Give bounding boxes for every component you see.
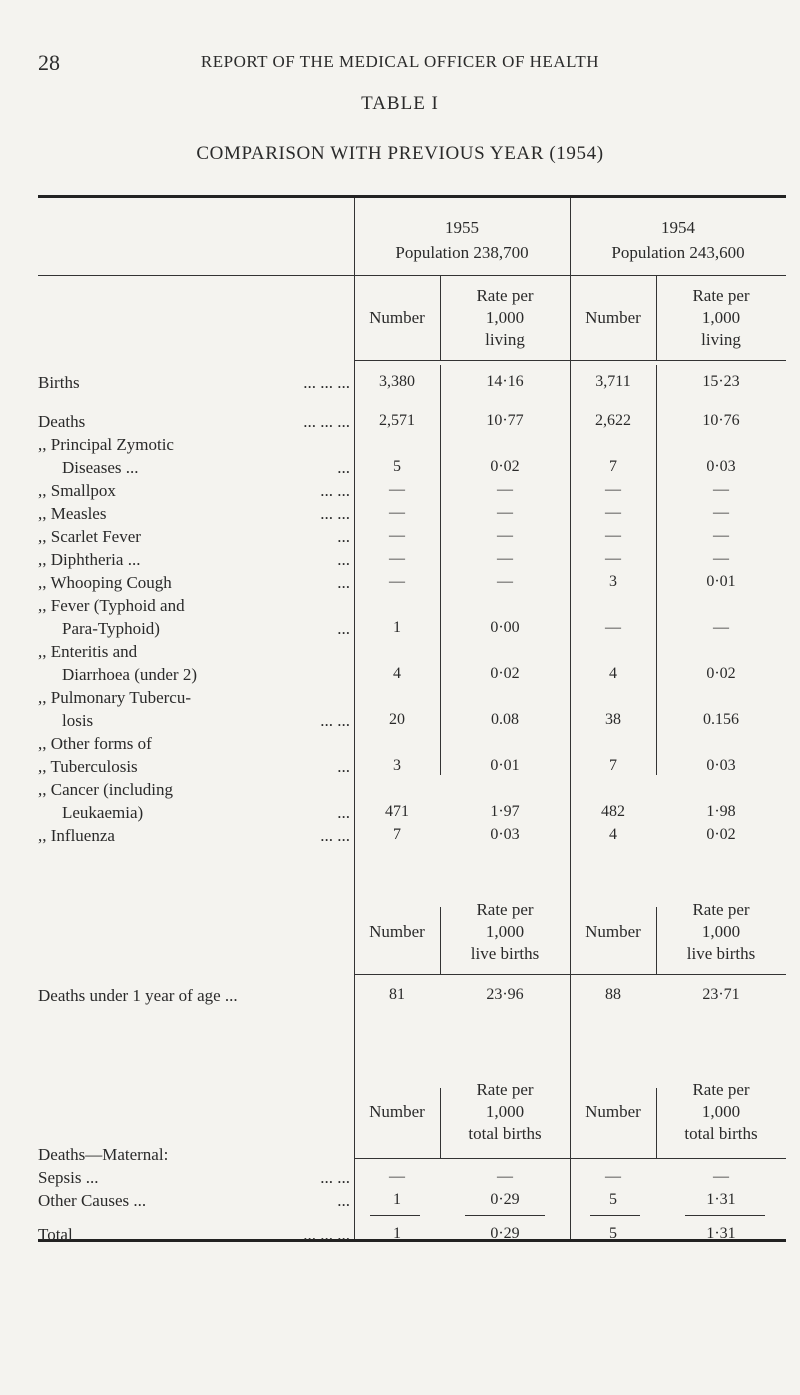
row-label: Deaths under 1 year of age ... — [38, 986, 238, 1005]
subtotal-rule — [685, 1215, 765, 1216]
col-rate-line: Rate per — [692, 286, 750, 305]
year: 1955 — [445, 218, 479, 237]
table-subtitle: COMPARISON WITH PREVIOUS YEAR (1954) — [196, 143, 604, 164]
leader-dots: ... — [337, 1191, 350, 1210]
maternal-heading: Deaths—Maternal: — [38, 1145, 169, 1164]
subtotal-rule — [465, 1215, 545, 1216]
row-label: Total — [38, 1225, 73, 1244]
leader-dots: ... ... — [320, 826, 350, 845]
cell: — — [497, 573, 513, 590]
col-number: Number — [585, 1102, 641, 1121]
leader-dots: ... — [337, 458, 350, 477]
cell: 1 — [393, 1225, 401, 1242]
cell: 1 — [393, 619, 401, 636]
cell: — — [713, 527, 729, 544]
leader-dots: ... ... — [320, 481, 350, 500]
cell: — — [605, 504, 621, 521]
cell: 0·00 — [490, 619, 520, 636]
col-rate-line: 1,000 — [701, 922, 741, 941]
cell: 3 — [393, 757, 401, 774]
year: 1954 — [661, 218, 695, 237]
col-header-rule — [354, 974, 786, 975]
cell: — — [605, 1168, 621, 1185]
cell: 7 — [393, 826, 401, 843]
cell: 1 — [393, 1191, 401, 1208]
cell: 10·77 — [486, 412, 524, 429]
cell: — — [497, 504, 513, 521]
cell: 10·76 — [702, 412, 740, 429]
cell: 0.08 — [491, 711, 519, 728]
cell: 0·02 — [706, 826, 736, 843]
leader-dots: ... — [337, 527, 350, 546]
cell: 2,622 — [595, 412, 631, 429]
cell: — — [605, 550, 621, 567]
subtotal-rule — [590, 1215, 640, 1216]
cell: 1·31 — [706, 1191, 736, 1208]
col-rate — [440, 1079, 570, 1145]
row-label: ,, Other forms of — [38, 734, 152, 753]
row-label: Diseases ... — [62, 458, 139, 477]
cell: 1·31 — [706, 1225, 736, 1242]
cell: 3,380 — [379, 373, 415, 390]
cell: — — [713, 619, 729, 636]
top-rule — [38, 195, 786, 198]
col-number: Number — [369, 922, 425, 941]
leader-dots: ... — [337, 757, 350, 776]
col-header-rule — [354, 1158, 786, 1159]
row-label: Deaths — [38, 412, 86, 431]
row-label: ,, Measles — [38, 504, 107, 523]
row-label: ,, Influenza — [38, 826, 115, 845]
cell: 482 — [601, 803, 625, 820]
col-number: Number — [369, 1102, 425, 1121]
table-title: TABLE I — [361, 93, 439, 114]
cell: 88 — [605, 986, 621, 1003]
cell: — — [389, 527, 405, 544]
leader-dots: ... ... ... — [303, 373, 350, 392]
cell: 4 — [609, 665, 617, 682]
col-rate — [440, 285, 570, 351]
leader-dots: ... — [337, 803, 350, 822]
cell: 0·01 — [706, 573, 736, 590]
cell: 1·97 — [490, 803, 520, 820]
col-rate-line: total births — [468, 1124, 542, 1143]
col-rate-line: 1,000 — [701, 1102, 741, 1121]
cell: — — [713, 550, 729, 567]
col-rate-line: Rate per — [476, 286, 534, 305]
cell: 0·29 — [490, 1225, 520, 1242]
col-rate — [440, 899, 570, 965]
leader-dots: ... — [337, 573, 350, 592]
col-rate-line: Rate per — [476, 900, 534, 919]
leader-dots: ... — [337, 550, 350, 569]
cell: 3 — [609, 573, 617, 590]
cell: 0·02 — [490, 458, 520, 475]
cell: 5 — [609, 1225, 617, 1242]
row-label: ,, Diphtheria ... — [38, 550, 141, 569]
row-label: Leukaemia) — [62, 803, 144, 822]
cell: 5 — [609, 1191, 617, 1208]
cell: 4 — [393, 665, 401, 682]
cell: — — [497, 527, 513, 544]
leader-dots: ... ... — [320, 504, 350, 523]
col-rate — [656, 1079, 786, 1145]
leader-dots: ... ... — [320, 1168, 350, 1187]
cell: — — [389, 573, 405, 590]
cell: 1·98 — [706, 803, 736, 820]
cell: — — [713, 481, 729, 498]
subtotal-rule — [370, 1215, 420, 1216]
col-rate-line: Rate per — [692, 900, 750, 919]
col-number: Number — [585, 308, 641, 327]
row-label: ,, Scarlet Fever — [38, 527, 141, 546]
cell: — — [497, 481, 513, 498]
year-header-rule — [38, 275, 786, 276]
row-label: Para-Typhoid) — [62, 619, 160, 638]
cell: 38 — [605, 711, 621, 728]
col-number: Number — [585, 922, 641, 941]
col-rate-line: 1,000 — [485, 1102, 525, 1121]
cell: 3,711 — [595, 373, 631, 390]
cell: 0·02 — [706, 665, 736, 682]
cell: 0·01 — [490, 757, 520, 774]
row-label: ,, Tuberculosis — [38, 757, 138, 776]
row-label: ,, Whooping Cough — [38, 573, 172, 592]
row-label: Diarrhoea (under 2) — [62, 665, 197, 684]
col-rate — [656, 285, 786, 351]
cell: 471 — [385, 803, 409, 820]
year-header-1954 — [570, 215, 786, 265]
cell: 0·02 — [490, 665, 520, 682]
cell: 0·03 — [706, 458, 736, 475]
col-rate-line: Rate per — [692, 1080, 750, 1099]
row-label: ,, Principal Zymotic — [38, 435, 174, 454]
col-rate-line: 1,000 — [701, 308, 741, 327]
row-label: Other Causes ... — [38, 1191, 147, 1210]
col-number: Number — [369, 308, 425, 327]
cell: — — [497, 550, 513, 567]
cell: 20 — [389, 711, 405, 728]
cell: 23·96 — [486, 986, 524, 1003]
leader-dots: ... ... — [320, 711, 350, 730]
col-header-rule — [354, 360, 786, 361]
row-label: losis — [62, 711, 94, 730]
cell: — — [389, 504, 405, 521]
cell: — — [605, 619, 621, 636]
col-rate-line: living — [485, 330, 525, 349]
col-rate-line: 1,000 — [485, 922, 525, 941]
leader-dots: ... ... ... — [303, 412, 350, 431]
cell: 15·23 — [702, 373, 740, 390]
col-rate-line: live births — [686, 944, 756, 963]
cell: 23·71 — [702, 986, 740, 1003]
cell: 7 — [609, 458, 617, 475]
page-number: 28 — [38, 50, 60, 75]
cell: — — [497, 1168, 513, 1185]
col-rate-line: live births — [470, 944, 540, 963]
cell: 81 — [389, 986, 405, 1003]
cell: — — [713, 1168, 729, 1185]
cell: 0.156 — [703, 711, 739, 728]
col-rate — [656, 899, 786, 965]
cell: — — [605, 481, 621, 498]
col-rate-line: 1,000 — [485, 308, 525, 327]
row-label: ,, Smallpox — [38, 481, 116, 500]
cell: 0·29 — [490, 1191, 520, 1208]
cell: 0·03 — [490, 826, 520, 843]
running-title: REPORT OF THE MEDICAL OFFICER OF HEALTH — [200, 52, 600, 71]
row-label: ,, Enteritis and — [38, 642, 138, 661]
year-header-1955 — [354, 215, 570, 265]
col-rate-line: total births — [684, 1124, 758, 1143]
cell: 5 — [393, 458, 401, 475]
cell: — — [389, 1168, 405, 1185]
cell: — — [389, 550, 405, 567]
row-label: Sepsis ... — [38, 1168, 99, 1187]
row-label: Births — [38, 373, 80, 392]
population: Population 238,700 — [395, 243, 529, 262]
row-label: ,, Pulmonary Tubercu- — [38, 688, 191, 707]
row-label: ,, Fever (Typhoid and — [38, 596, 185, 615]
cell: 4 — [609, 826, 617, 843]
cell: 2,571 — [379, 412, 415, 429]
population: Population 243,600 — [611, 243, 745, 262]
leader-dots: ... ... ... — [303, 1225, 350, 1244]
cell: — — [389, 481, 405, 498]
row-label: ,, Cancer (including — [38, 780, 174, 799]
cell: — — [605, 527, 621, 544]
col-rate-line: Rate per — [476, 1080, 534, 1099]
col-rate-line: living — [701, 330, 741, 349]
leader-dots: ... — [337, 619, 350, 638]
cell: — — [713, 504, 729, 521]
cell: 7 — [609, 757, 617, 774]
cell: 0·03 — [706, 757, 736, 774]
cell: 14·16 — [486, 373, 524, 390]
